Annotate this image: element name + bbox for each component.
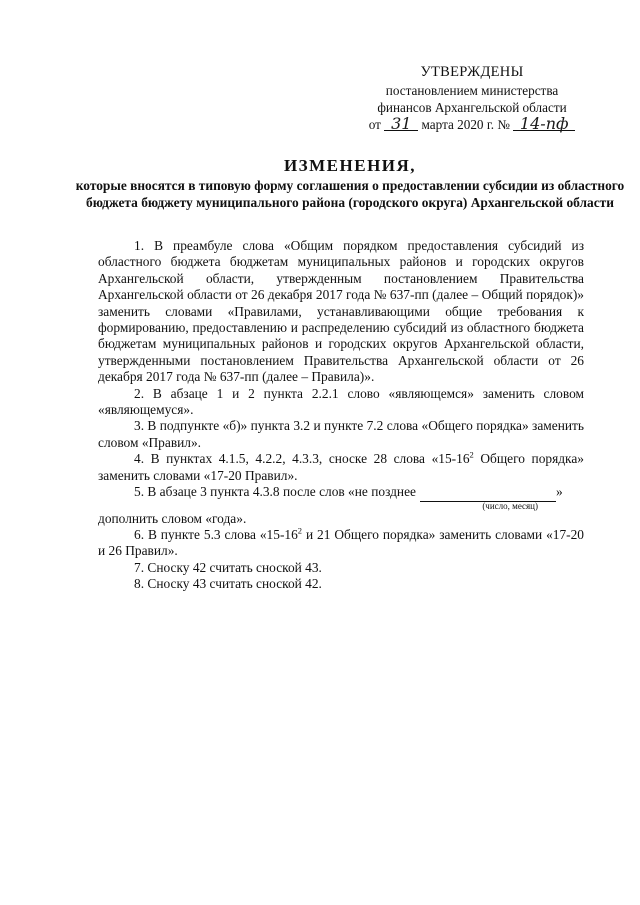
item-3: 3. В подпункте «б)» пункта 3.2 и пункте 7.2 слова «Общего порядка» заменить словом «Правил». (98, 418, 584, 450)
document-subtitle: которые вносятся в типовую форму соглашения о предоставлении субсидии из областного бюджета бюджету муниципального района (городского округа) Архангельской области (75, 178, 625, 210)
document-body (98, 238, 584, 593)
blank-caption: (число, месяц) (482, 500, 538, 511)
approval-title: УТВЕРЖДЕНЫ (420, 64, 524, 80)
item-4-superscript: 2 (469, 449, 474, 460)
item-7: 7. Сноску 42 считать сноской 43. (134, 559, 322, 575)
item-6 (98, 527, 584, 560)
date-blank-line (420, 484, 556, 501)
item-5-text-a: 5. В абзаце 3 пункта 4.3.8 после слов «не позднее (134, 484, 416, 500)
item-4 (98, 451, 584, 484)
item-4-text-a: 4. В пунктах 4.1.5, 4.2.2, 4.3.3, сноске 28 слова «15-16 (134, 451, 470, 467)
item-5-text-b: » (555, 484, 563, 500)
item-6-text-a: 6. В пункте 5.3 слова «15-16 (134, 526, 298, 542)
item-4-text-b: Общего порядка» заменить словами «17-20 Правил». (98, 451, 585, 483)
item-1: 1. В преамбуле слова «Общим порядком предоставления субсидий из областного бюджета бюджетам муниципальных районов и городских округов Архангельской области, утвержденным постановлением Правительства Архангельской области от 26 декабря 2017 года № 637-пп (далее – Общий порядок)» заменить словами «Правилами, устанавливающими общие требования к формированию, предоставлению и распределению субсидий из областного бюджета бюджетам муниципальных районов и городских округов Архангельской области, утвержденными постановлением Правительства Архангельской области от 26 декабря 2017 года № 637-пп (далее – Правила)». (98, 238, 584, 385)
approval-line-2: финансов Архангельской области (377, 100, 567, 115)
approval-date-line (352, 116, 592, 133)
item-5-continuation: дополнить словом «года». (98, 510, 247, 526)
approval-line-1: постановлением министерства (385, 83, 559, 98)
document-title: ИЗМЕНЕНИЯ, (283, 156, 417, 175)
item-6-text-b: и 21 Общего порядка» заменить словами «17-20 и 26 Правил». (98, 526, 585, 559)
date-prefix: от (368, 117, 381, 132)
item-6-superscript: 2 (297, 525, 303, 536)
item-5 (98, 484, 584, 501)
handwritten-number: 14-пф (513, 117, 575, 131)
item-8: 8. Сноску 43 считать сноской 42. (134, 576, 322, 592)
handwritten-day: 31 (384, 117, 418, 131)
approval-block (352, 64, 592, 133)
item-2: 2. В абзаце 1 и 2 пункта 2.2.1 слово «являющемся» заменить словом «являющемуся». (98, 385, 584, 418)
date-middle: марта 2020 г. № (421, 117, 510, 132)
